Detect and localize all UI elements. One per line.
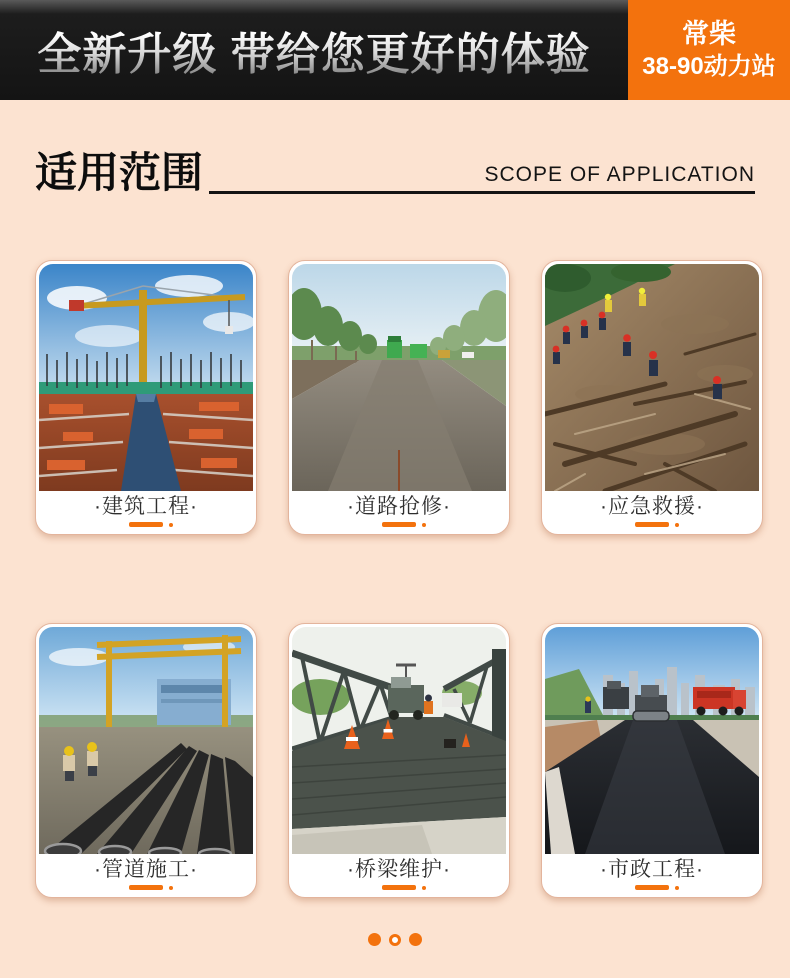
section-header-underline (209, 163, 755, 194)
caption-text: ·桥梁维护· (347, 858, 451, 881)
caption-text: ·建筑工程· (94, 495, 198, 518)
photo-pipeline-work (39, 627, 253, 854)
application-cards-grid (0, 260, 790, 898)
card-caption (545, 491, 759, 531)
caption-accent-bar (129, 885, 163, 890)
banner-headline: 全新升级 带给您更好的体验 (37, 18, 590, 82)
card-caption (39, 854, 253, 894)
photo-construction-site (39, 264, 253, 491)
caption-text: ·管道施工· (94, 858, 198, 881)
section-title-cn: 适用范围 (35, 149, 204, 196)
pipeline-work-illustration (39, 627, 253, 854)
carousel-dots (0, 933, 790, 946)
photo-road-repair (292, 264, 506, 491)
carousel-dot[interactable] (368, 933, 381, 946)
road-repair-illustration (292, 264, 506, 491)
photo-emergency-rescue (545, 264, 759, 491)
card-caption (292, 854, 506, 894)
bridge-maintenance-illustration (292, 627, 506, 854)
top-banner (0, 0, 790, 100)
card-caption (39, 491, 253, 531)
construction-site-illustration (39, 264, 253, 491)
section-header (35, 138, 755, 194)
brand-badge (628, 0, 790, 100)
emergency-rescue-illustration (545, 264, 759, 491)
card-caption (292, 491, 506, 531)
card-caption (545, 854, 759, 894)
section-title-en: SCOPE OF APPLICATION (484, 163, 755, 186)
photo-bridge-maintenance (292, 627, 506, 854)
carousel-dot[interactable] (409, 933, 422, 946)
caption-text: ·应急救援· (600, 495, 704, 518)
photo-municipal-paving (545, 627, 759, 854)
card-emergency-rescue (541, 260, 763, 535)
banner-main (0, 0, 628, 100)
caption-text: ·道路抢修· (347, 495, 451, 518)
caption-accent-bar (635, 885, 669, 890)
brand-name: 常柴 (682, 19, 736, 50)
model-name: 38-90动力站 (642, 52, 776, 80)
card-construction (35, 260, 257, 535)
carousel-dot[interactable] (389, 934, 401, 946)
caption-accent-bar (635, 522, 669, 527)
caption-accent-bar (382, 885, 416, 890)
caption-accent-bar (129, 522, 163, 527)
card-municipal-paving (541, 623, 763, 898)
card-bridge-maintenance (288, 623, 510, 898)
caption-text: ·市政工程· (600, 858, 704, 881)
card-road-repair (288, 260, 510, 535)
caption-accent-bar (382, 522, 416, 527)
card-pipeline-work (35, 623, 257, 898)
municipal-paving-illustration (545, 627, 759, 854)
